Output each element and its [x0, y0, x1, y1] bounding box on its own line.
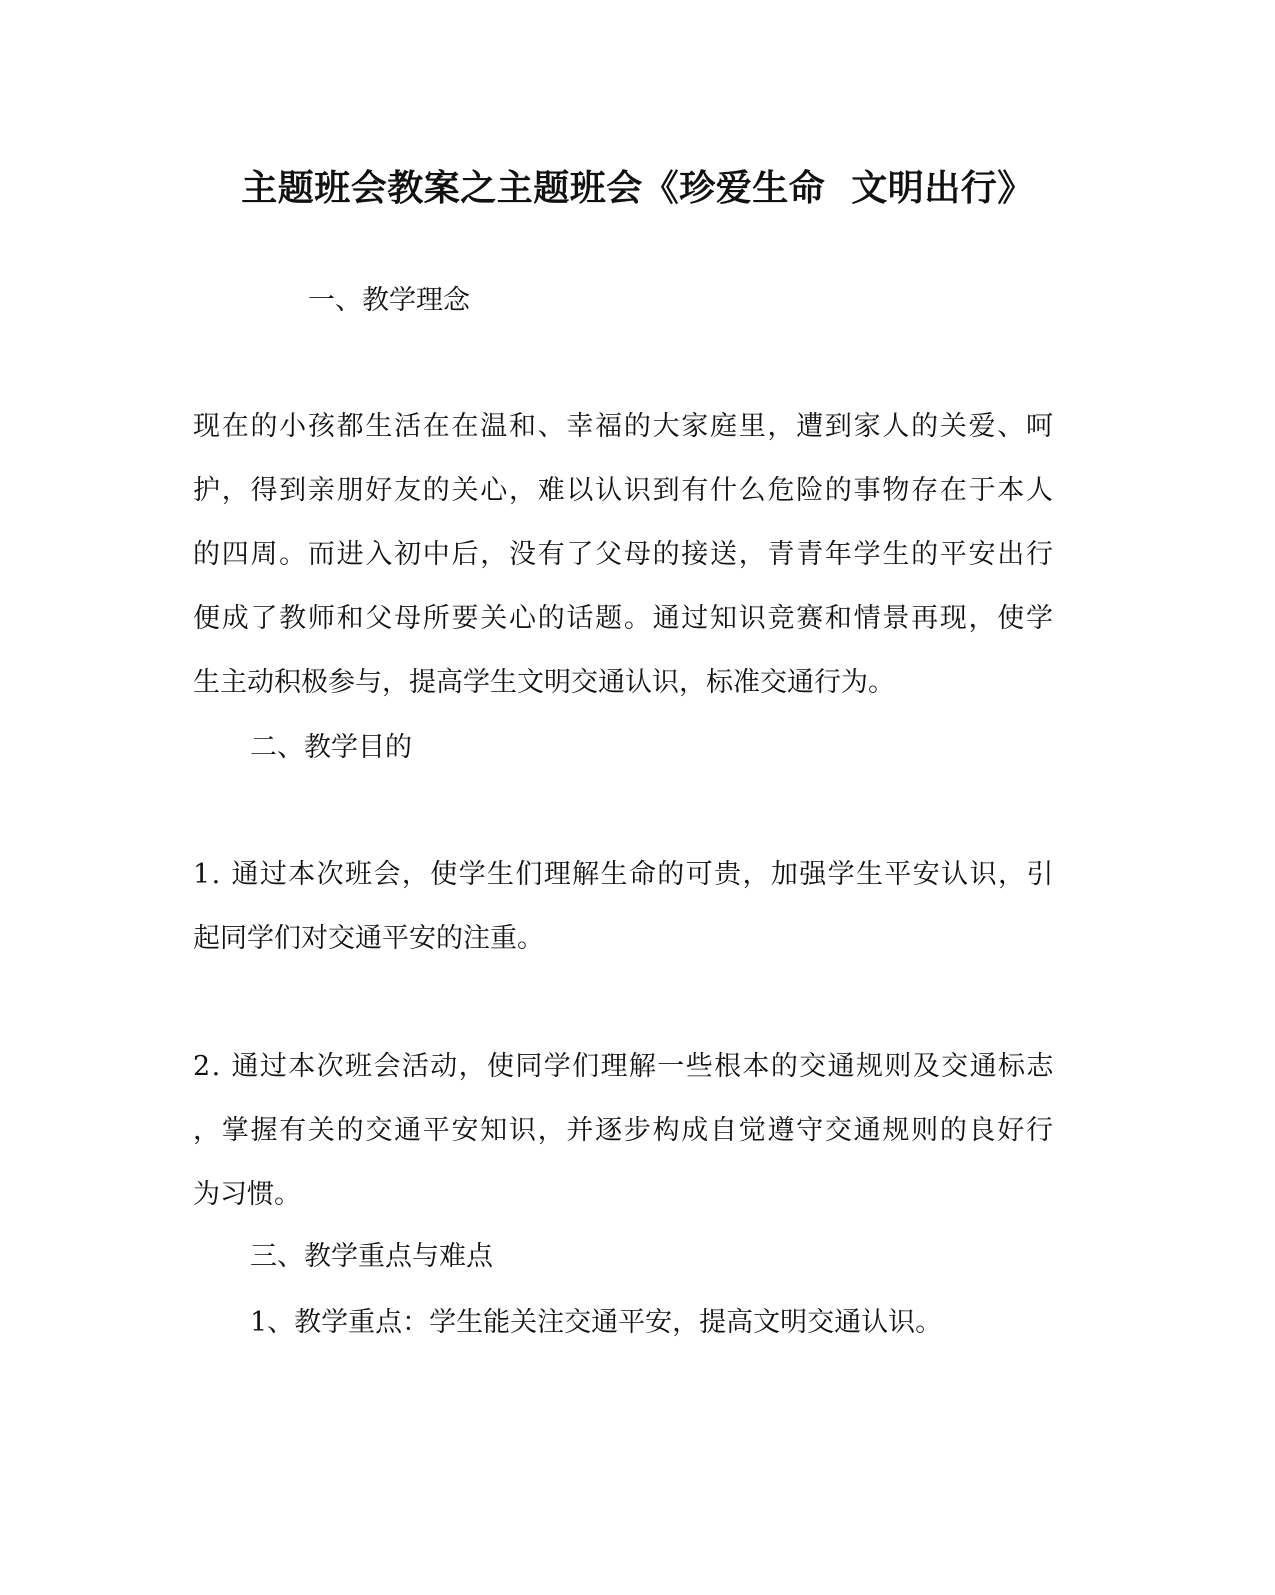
paragraph-line: 护，得到亲朋好友的关心，难以认识到有什么危险的事物存在于本人: [193, 475, 1055, 506]
paragraph-line: 现在的小孩都生活在在温和、幸福的大家庭里，遭到家人的关爱、呵: [193, 411, 1055, 442]
section-heading-key-points: 三、教学重点与难点: [250, 1241, 493, 1272]
paragraph-line: 起同学们对交通平安的注重。: [193, 923, 544, 954]
paragraph-line: 1. 通过本次班会，使学生们理解生命的可贵，加强学生平安认识，引: [193, 859, 1055, 890]
paragraph-line: 为习惯。: [193, 1179, 301, 1210]
paragraph-line: 便成了教师和父母所要关心的话题。通过知识竞赛和情景再现，使学: [193, 603, 1055, 634]
document-title: 主题班会教案之主题班会《珍爱生命 文明出行》: [241, 167, 1034, 209]
paragraph-line: ，掌握有关的交通平安知识，并逐步构成自觉遵守交通规则的良好行: [193, 1115, 1055, 1146]
section-heading-objectives: 二、教学目的: [250, 732, 412, 763]
key-point-item: 1、教学重点：学生能关注交通平安，提高文明交通认识。: [250, 1307, 943, 1338]
paragraph-line: 生主动积极参与，提高学生文明交通认识，标准交通行为。: [193, 667, 895, 698]
paragraph-line: 的四周。而进入初中后，没有了父母的接送，青青年学生的平安出行: [193, 539, 1055, 570]
paragraph-line: 2. 通过本次班会活动，使同学们理解一些根本的交通规则及交通标志: [193, 1051, 1055, 1082]
section-heading-philosophy: 一、教学理念: [308, 285, 470, 316]
